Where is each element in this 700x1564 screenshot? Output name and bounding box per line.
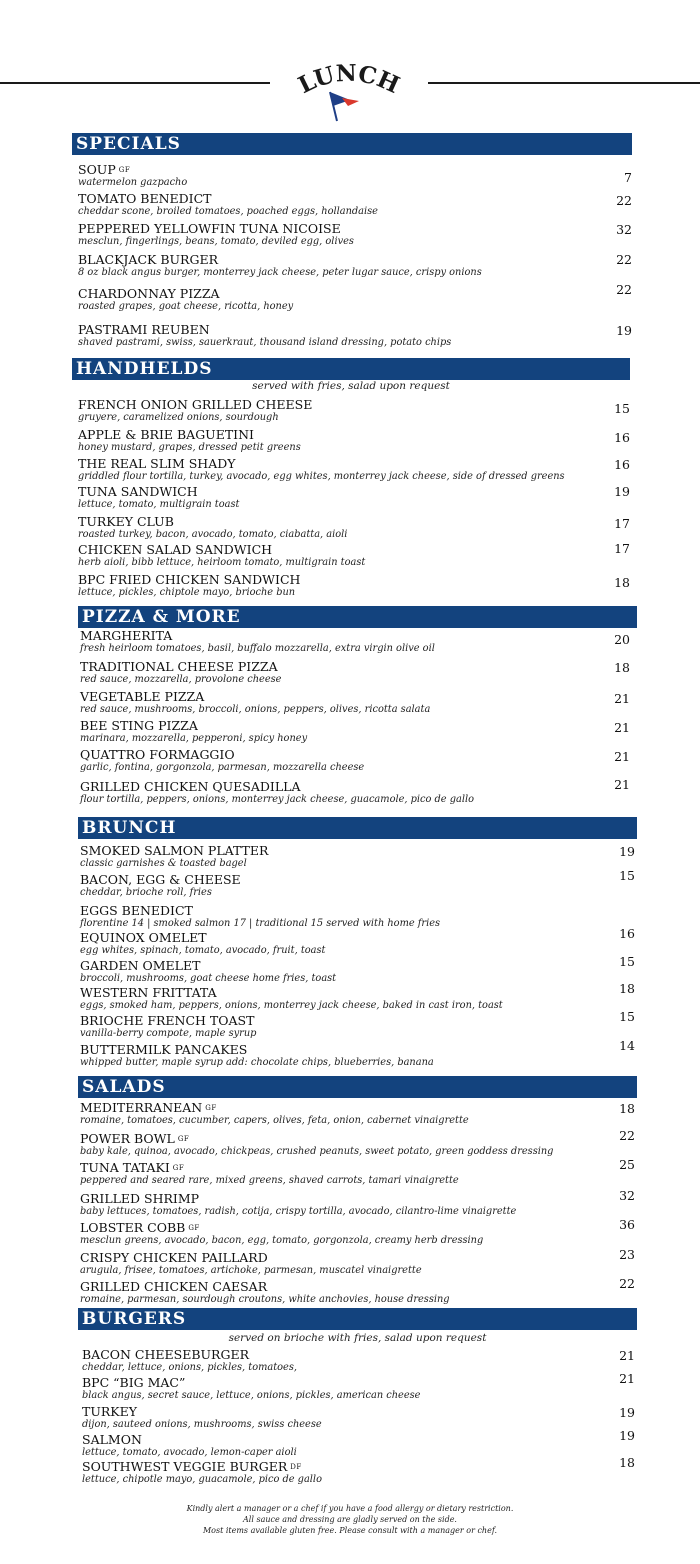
footer-line: All sauce and dressing are gladly served on the side.	[243, 1515, 457, 1524]
menu-item-description: 8 oz black angus burger, monterrey jack cheese, peter lugar sauce, crispy onions	[78, 267, 482, 278]
menu-item	[80, 1280, 450, 1305]
menu-item-name	[80, 1192, 516, 1206]
menu-item-name	[80, 1014, 256, 1028]
menu-item-name	[82, 1348, 297, 1362]
menu-item-description: dijon, sauteed onions, mushrooms, swiss cheese	[82, 1419, 322, 1430]
menu-item-name	[80, 1101, 469, 1115]
menu-item-name	[80, 660, 281, 674]
menu-item-description: roasted turkey, bacon, avocado, tomato, ciabatta, aioli	[78, 529, 348, 540]
menu-item-title: GRILLED CHICKEN QUESADILLA	[80, 779, 301, 794]
menu-item-description: cheddar, brioche roll, fries	[80, 887, 212, 898]
section-header-burgers: BURGERS	[78, 1308, 637, 1330]
menu-item	[78, 428, 301, 453]
menu-item-title: FRENCH ONION GRILLED CHEESE	[78, 397, 313, 412]
menu-item-description: red sauce, mozzarella, provolone cheese	[80, 674, 282, 685]
menu-item	[78, 457, 565, 482]
menu-item-price: 16	[614, 430, 630, 445]
section-header-handhelds: HANDHELDS	[72, 358, 630, 380]
menu-item-price: 16	[619, 926, 635, 941]
menu-item	[80, 1101, 469, 1126]
menu-item-description: baby kale, quinoa, avocado, chickpeas, crushed peanuts, sweet potato, green goddess dressing	[80, 1146, 554, 1157]
menu-item-title: BACON, EGG & CHEESE	[80, 872, 241, 887]
menu-item	[78, 287, 293, 312]
menu-item	[80, 719, 307, 744]
menu-item-description: arugula, frisee, tomatoes, artichoke, parmesan, muscatel vinaigrette	[80, 1265, 422, 1276]
menu-item	[78, 222, 354, 247]
menu-item-description: lettuce, tomato, avocado, lemon-caper aioli	[82, 1447, 297, 1458]
menu-item-title: PEPPERED YELLOWFIN TUNA NICOISE	[78, 221, 341, 236]
menu-item-description: lettuce, tomato, multigrain toast	[78, 499, 240, 510]
menu-item-description: black angus, secret sauce, lettuce, onions, pickles, american cheese	[82, 1390, 421, 1401]
menu-item	[80, 873, 241, 898]
header-rule-left	[0, 82, 270, 84]
menu-item-description: fresh heirloom tomatoes, basil, buffalo mozzarella, extra virgin olive oil	[80, 643, 435, 654]
menu-item-title: MEDITERRANEAN	[80, 1100, 203, 1115]
menu-item-description: vanilla-berry compote, maple syrup	[80, 1028, 257, 1039]
menu-item	[80, 1014, 256, 1039]
menu-item-title: SMOKED SALMON PLATTER	[80, 843, 269, 858]
menu-item-price: 19	[616, 323, 632, 338]
menu-item-title: QUATTRO FORMAGGIO	[80, 747, 235, 762]
menu-item-name	[82, 1460, 322, 1474]
menu-item-title: BPC FRIED CHICKEN SANDWICH	[78, 572, 301, 587]
menu-item-description: mesclun greens, avocado, bacon, egg, tomato, gorgonzola, creamy herb dressing	[80, 1235, 484, 1246]
menu-item	[80, 844, 268, 869]
menu-item-name	[78, 163, 187, 177]
menu-item	[78, 163, 187, 188]
menu-item-name	[80, 1280, 450, 1294]
menu-item	[80, 1132, 553, 1157]
menu-item-title: BPC “BIG MAC”	[82, 1375, 186, 1390]
menu-item-description: romaine, parmesan, sourdough croutons, white anchovies, house dressing	[80, 1294, 450, 1305]
menu-item-title: TURKEY CLUB	[78, 514, 174, 529]
menu-item-name	[82, 1405, 322, 1419]
svg-text:LUNCH: LUNCH	[294, 60, 404, 100]
menu-item-price: 15	[619, 868, 635, 883]
menu-item-description: red sauce, mushrooms, broccoli, onions, peppers, olives, ricotta salata	[80, 704, 431, 715]
menu-item	[78, 573, 300, 598]
menu-item-description: broccoli, mushrooms, goat cheese home fries, toast	[80, 973, 337, 984]
menu-item-description: cheddar scone, broiled tomatoes, poached eggs, hollandaise	[78, 206, 378, 217]
menu-item-title: BUTTERMILK PANCAKES	[80, 1042, 248, 1057]
section-header-specials: SPECIALS	[72, 133, 632, 155]
menu-item-name	[80, 844, 268, 858]
menu-item-name	[78, 398, 312, 412]
menu-item-price: 21	[614, 691, 630, 706]
section-header-pizza: PIZZA & MORE	[78, 606, 637, 628]
menu-item-price: 18	[614, 660, 630, 675]
menu-item-name	[78, 428, 301, 442]
menu-item-title: TUNA SANDWICH	[78, 484, 198, 499]
menu-item-name	[78, 323, 451, 337]
menu-item-name	[80, 1043, 434, 1057]
menu-item-title: PASTRAMI REUBEN	[78, 322, 210, 337]
header-rule-right	[428, 82, 700, 84]
menu-item-title: BACON CHEESEBURGER	[82, 1347, 249, 1362]
menu-item-description: herb aioli, bibb lettuce, heirloom tomato, multigrain toast	[78, 557, 366, 568]
menu-item	[80, 780, 474, 805]
menu-item-name	[82, 1376, 420, 1390]
flag-icon	[326, 90, 360, 122]
menu-item-title: TOMATO BENEDICT	[78, 191, 212, 206]
menu-item-price: 19	[614, 484, 630, 499]
menu-item	[78, 398, 312, 423]
section-header-brunch: BRUNCH	[78, 817, 637, 839]
menu-item-description: watermelon gazpacho	[78, 177, 188, 188]
menu-item-name	[80, 1161, 459, 1175]
menu-item	[80, 931, 325, 956]
menu-item-description: lettuce, chipotle mayo, guacamole, pico de gallo	[82, 1474, 322, 1485]
menu-item-description: peppered and seared rare, mixed greens, shaved carrots, tamari vinaigrette	[80, 1175, 459, 1186]
menu-item-title: WESTERN FRITTATA	[80, 985, 217, 1000]
menu-item-price: 21	[619, 1348, 635, 1363]
dietary-tag: GF	[188, 1224, 200, 1232]
menu-item	[80, 748, 364, 773]
menu-item-title: MARGHERITA	[80, 628, 173, 643]
menu-item	[78, 515, 347, 540]
menu-item	[80, 1251, 422, 1276]
menu-item-price: 18	[619, 1455, 635, 1470]
menu-item-price: 18	[619, 1101, 635, 1116]
menu-item-price: 19	[619, 1405, 635, 1420]
section-header-salads: SALADS	[78, 1076, 637, 1098]
menu-item	[80, 1043, 434, 1068]
menu-item-price: 19	[619, 844, 635, 859]
menu-item-price: 32	[616, 222, 632, 237]
menu-item-price: 22	[616, 193, 632, 208]
menu-item-title: GRILLED CHICKEN CAESAR	[80, 1279, 268, 1294]
menu-item	[80, 690, 430, 715]
menu-item-title: GARDEN OMELET	[80, 958, 201, 973]
menu-item-description: eggs, smoked ham, peppers, onions, monterrey jack cheese, baked in cast iron, toast	[80, 1000, 503, 1011]
menu-item-name	[80, 1221, 483, 1235]
menu-item-name	[80, 780, 474, 794]
menu-item-name	[78, 515, 347, 529]
dietary-tag: GF	[205, 1104, 217, 1112]
menu-item-title: EGGS BENEDICT	[80, 903, 193, 918]
menu-item-title: THE REAL SLIM SHADY	[78, 456, 236, 471]
menu-item	[78, 323, 451, 348]
section-note-burgers: served on brioche with fries, salad upon request	[228, 1332, 487, 1344]
menu-item-price: 22	[619, 1276, 635, 1291]
menu-item-name	[80, 986, 503, 1000]
menu-item-description: classic garnishes & toasted bagel	[80, 858, 247, 869]
menu-item-name	[78, 573, 300, 587]
menu-item-description: griddled flour tortilla, turkey, avocado, egg whites, monterrey jack cheese, side of dressed greens	[78, 471, 565, 482]
menu-item-description: marinara, mozzarella, pepperoni, spicy honey	[80, 733, 308, 744]
menu-item-description: flour tortilla, peppers, onions, monterrey jack cheese, guacamole, pico de gallo	[80, 794, 474, 805]
menu-header	[0, 60, 700, 130]
menu-item-title: BRIOCHE FRENCH TOAST	[80, 1013, 255, 1028]
menu-item-title: POWER BOWL	[80, 1131, 175, 1146]
menu-item-name	[78, 192, 378, 206]
menu-item-description: baby lettuces, tomatoes, radish, cotija, crispy tortilla, avocado, cilantro-lime vinaigrette	[80, 1206, 517, 1217]
menu-item-name	[80, 1132, 553, 1146]
menu-item-name	[78, 485, 239, 499]
menu-item-description: garlic, fontina, gorgonzola, parmesan, mozzarella cheese	[80, 762, 365, 773]
menu-item-title: TUNA TATAKI	[80, 1160, 170, 1175]
menu-item-description: cheddar, lettuce, onions, pickles, tomatoes,	[82, 1362, 298, 1373]
menu-item-title: SOUP	[78, 162, 116, 177]
menu-item-price: 16	[614, 457, 630, 472]
menu-item	[80, 904, 440, 929]
menu-item-name	[80, 904, 440, 918]
menu-item-description: lettuce, pickles, chiptole mayo, brioche bun	[78, 587, 296, 598]
menu-item-name	[80, 690, 430, 704]
menu-item-title: SOUTHWEST VEGGIE BURGER	[82, 1459, 288, 1474]
menu-item-name	[80, 873, 241, 887]
menu-item	[78, 485, 239, 510]
menu-item-description: honey mustard, grapes, dressed petit greens	[78, 442, 301, 453]
menu-item-title: VEGETABLE PIZZA	[80, 689, 205, 704]
menu-item-name	[80, 748, 364, 762]
menu-item-description: romaine, tomatoes, cucumber, capers, olives, feta, onion, cabernet vinaigrette	[80, 1115, 469, 1126]
dietary-tag: DF	[290, 1463, 302, 1471]
menu-item-title: CHARDONNAY PIZZA	[78, 286, 220, 301]
section-note-handhelds: served with fries, salad upon request	[252, 380, 450, 392]
menu-item	[80, 986, 503, 1011]
menu-item-price: 22	[619, 1128, 635, 1143]
menu-item-title: TRADITIONAL CHEESE PIZZA	[80, 659, 278, 674]
menu-item-price: 22	[616, 282, 632, 297]
menu-item	[80, 660, 281, 685]
menu-item-price: 15	[619, 1009, 635, 1024]
dietary-tag: GF	[172, 1164, 185, 1172]
menu-item-title: CRISPY CHICKEN PAILLARD	[80, 1250, 268, 1265]
menu-item	[80, 1161, 459, 1186]
menu-item	[80, 1192, 516, 1217]
menu-item-name	[80, 931, 325, 945]
menu-item-price: 21	[614, 777, 630, 792]
menu-item-price: 7	[624, 170, 632, 185]
menu-item-price: 15	[619, 954, 635, 969]
menu-item	[80, 959, 336, 984]
menu-item	[82, 1460, 322, 1485]
menu-item-description: gruyere, caramelized onions, sourdough	[78, 412, 279, 423]
menu-item-price: 25	[619, 1157, 635, 1172]
menu-item-name	[78, 287, 293, 301]
menu-item-name	[78, 543, 365, 557]
menu-item-price: 18	[614, 575, 630, 590]
menu-item-title: BEE STING PIZZA	[80, 718, 198, 733]
menu-item-name	[80, 629, 435, 643]
menu-item-price: 20	[614, 632, 630, 647]
menu-item-price: 19	[619, 1428, 635, 1443]
menu-item-description: mesclun, fingerlings, beans, tomato, deviled egg, olives	[78, 236, 354, 247]
dietary-tag: GF	[118, 166, 131, 174]
menu-item	[78, 253, 482, 278]
menu-item-price: 21	[614, 749, 630, 764]
menu-item-name	[80, 1251, 422, 1265]
menu-item-title: SALMON	[82, 1432, 142, 1447]
menu-item-name	[78, 222, 354, 236]
menu-item	[78, 543, 365, 568]
menu-item	[82, 1348, 297, 1373]
menu-item-price: 17	[614, 541, 630, 556]
menu-item-name	[78, 253, 482, 267]
menu-item-title: BLACKJACK BURGER	[78, 252, 218, 267]
dietary-tag: GF	[177, 1135, 190, 1143]
menu-item-description: roasted grapes, goat cheese, ricotta, honey	[78, 301, 294, 312]
menu-item-title: GRILLED SHRIMP	[80, 1191, 200, 1206]
menu-item-price: 36	[619, 1217, 635, 1232]
menu-item-description: shaved pastrami, swiss, sauerkraut, thousand island dressing, potato chips	[78, 337, 452, 348]
menu-item-name	[82, 1433, 297, 1447]
title-emblem	[290, 60, 408, 124]
allergy-footer	[150, 1503, 550, 1536]
menu-item-price: 23	[619, 1247, 635, 1262]
menu-item	[82, 1405, 322, 1430]
menu-item	[80, 629, 435, 654]
menu-item-description: egg whites, spinach, tomato, avocado, fruit, toast	[80, 945, 326, 956]
footer-line: Kindly alert a manager or a chef if you have a food allergy or dietary restriction.	[186, 1504, 514, 1513]
menu-item-price: 17	[614, 516, 630, 531]
menu-item	[82, 1433, 297, 1458]
menu-item-price: 14	[619, 1038, 635, 1053]
menu-item-price: 22	[616, 252, 632, 267]
menu-item-description: whipped butter, maple syrup add: chocolate chips, blueberries, banana	[80, 1057, 434, 1068]
menu-item-title: CHICKEN SALAD SANDWICH	[78, 542, 273, 557]
menu-item-title: EQUINOX OMELET	[80, 930, 207, 945]
menu-item	[80, 1221, 483, 1246]
menu-item-price: 21	[614, 720, 630, 735]
menu-item-title: APPLE & BRIE BAGUETINI	[78, 427, 254, 442]
menu-item-price: 32	[619, 1188, 635, 1203]
menu-item-price: 21	[619, 1371, 635, 1386]
menu-item	[82, 1376, 420, 1401]
menu-item-title: TURKEY	[82, 1404, 137, 1419]
menu-item-price: 15	[614, 401, 630, 416]
footer-line: Most items available gluten free. Please consult with a manager or chef.	[202, 1526, 498, 1535]
menu-item-price: 18	[619, 981, 635, 996]
menu-item-name	[80, 719, 307, 733]
menu-item-name	[80, 959, 336, 973]
menu-item-title: LOBSTER COBB	[80, 1220, 186, 1235]
menu-item	[78, 192, 378, 217]
menu-item-name	[78, 457, 565, 471]
menu-item-description: florentine 14 | smoked salmon 17 | traditional 15 served with home fries	[80, 918, 441, 929]
